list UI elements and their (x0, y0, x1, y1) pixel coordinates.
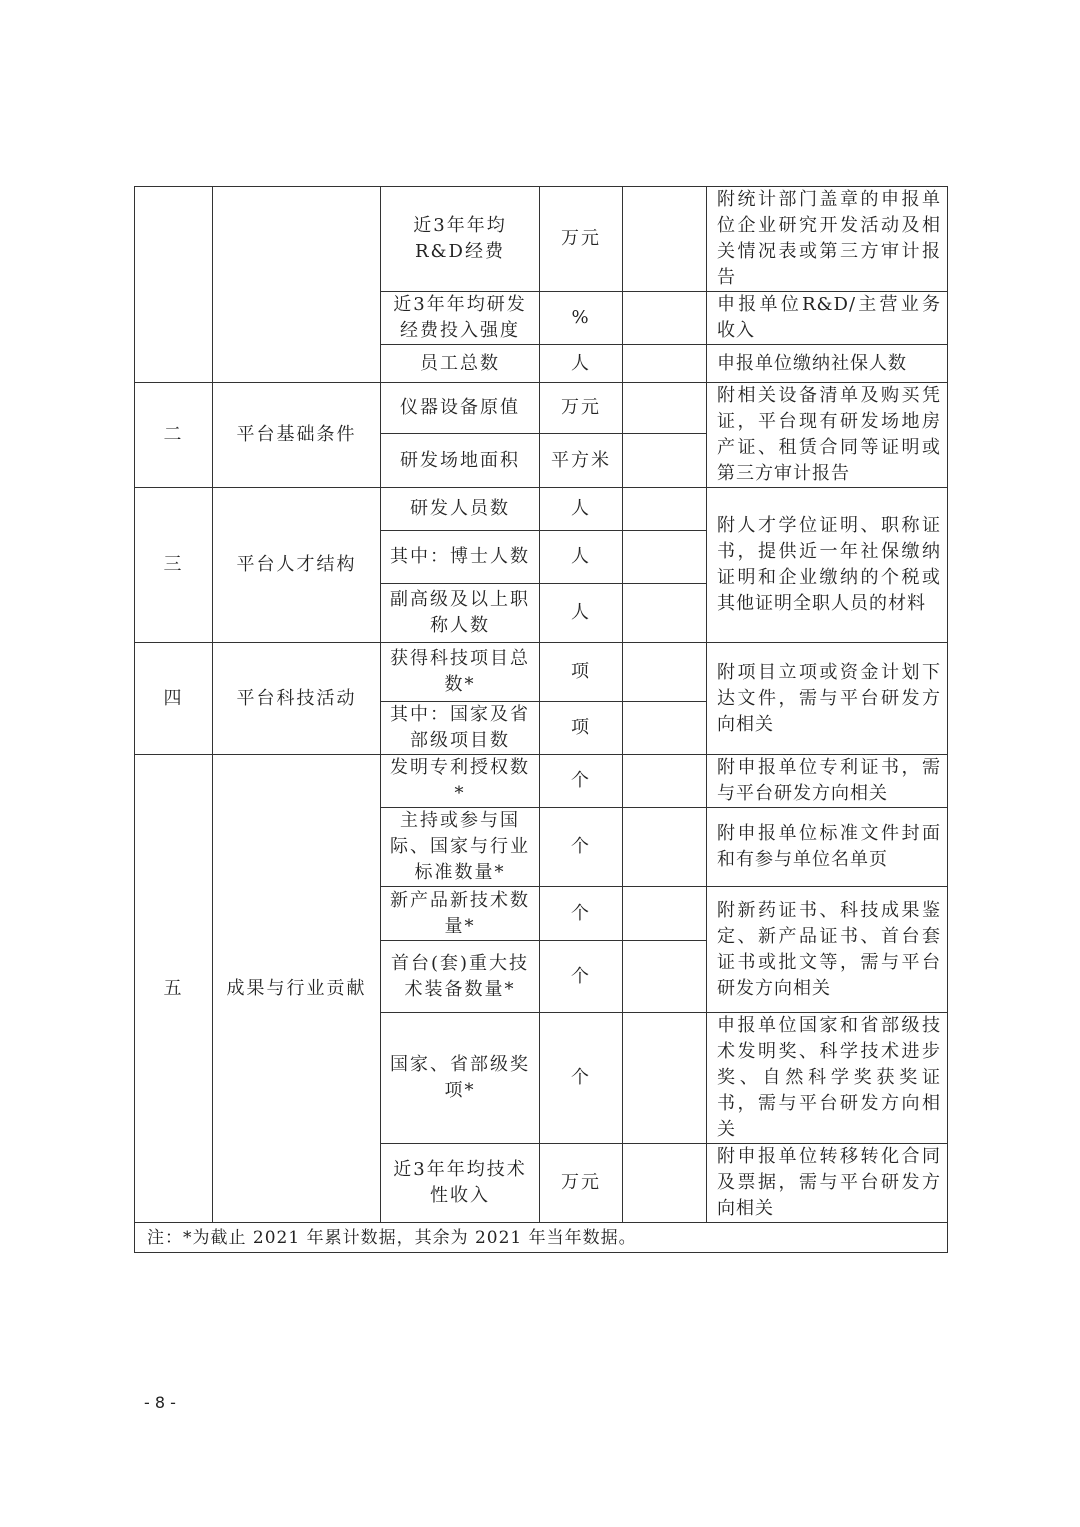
indicator-note: 申报单位国家和省部级技术发明奖、科学技术进步奖、自然科学奖获奖证书，需与平台研发方向相关 (707, 1013, 948, 1144)
indicator-unit: 个 (540, 755, 623, 808)
indicator-name: 副高级及以上职称人数 (381, 584, 540, 643)
table-footnote: 注：*为截止 2021 年累计数据，其余为 2021 年当年数据。 (135, 1223, 948, 1253)
indicator-unit: 个 (540, 887, 623, 941)
indicator-name: 近3年年均技术性收入 (381, 1144, 540, 1223)
indicator-name: 仪器设备原值 (381, 383, 540, 434)
indicator-name: 首台(套)重大技术装备数量* (381, 941, 540, 1013)
indicator-value (623, 808, 707, 887)
indicator-unit: 万元 (540, 1144, 623, 1223)
indicator-unit: 平方米 (540, 434, 623, 488)
indicator-value (623, 643, 707, 702)
indicator-unit: 人 (540, 345, 623, 383)
indicator-name: 新产品新技术数量* (381, 887, 540, 941)
indicator-note: 申报单位缴纳社保人数 (707, 345, 948, 383)
indicator-value (623, 292, 707, 345)
indicator-unit: 个 (540, 941, 623, 1013)
indicator-value (623, 187, 707, 292)
indicator-name: 研发人员数 (381, 488, 540, 531)
indicator-value (623, 755, 707, 808)
indicator-unit: 项 (540, 702, 623, 755)
section-title: 平台人才结构 (213, 488, 381, 643)
indicator-value (623, 434, 707, 488)
indicator-value (623, 702, 707, 755)
indicator-name: 获得科技项目总数* (381, 643, 540, 702)
indicator-unit: 个 (540, 808, 623, 887)
section-number: 二 (135, 383, 213, 488)
indicator-unit: % (540, 292, 623, 345)
indicator-name: 国家、省部级奖项* (381, 1013, 540, 1144)
indicator-note: 附申报单位专利证书，需与平台研发方向相关 (707, 755, 948, 808)
page-number: - 8 - (144, 1393, 176, 1412)
indicator-value (623, 584, 707, 643)
indicator-name: 其中：博士人数 (381, 531, 540, 584)
indicator-name: 其中：国家及省部级项目数 (381, 702, 540, 755)
indicator-note: 附申报单位转移转化合同及票据，需与平台研发方向相关 (707, 1144, 948, 1223)
indicator-unit: 人 (540, 488, 623, 531)
table-row (135, 755, 948, 808)
table-row (135, 1223, 948, 1253)
indicator-unit: 万元 (540, 187, 623, 292)
indicator-value (623, 345, 707, 383)
indicator-value (623, 383, 707, 434)
table-row (135, 643, 948, 702)
table-row (135, 383, 948, 434)
indicator-value (623, 488, 707, 531)
indicator-value (623, 1013, 707, 1144)
indicator-value (623, 941, 707, 1013)
indicator-value (623, 887, 707, 941)
indicator-name: 近3年年均R&D经费 (381, 187, 540, 292)
indicator-note: 附统计部门盖章的申报单位企业研究开发活动及相关情况表或第三方审计报告 (707, 187, 948, 292)
indicator-name: 主持或参与国际、国家与行业标准数量* (381, 808, 540, 887)
indicator-name: 研发场地面积 (381, 434, 540, 488)
table-row (135, 187, 948, 292)
indicator-unit: 万元 (540, 383, 623, 434)
section-title-cell (213, 187, 381, 383)
table-row (135, 488, 948, 531)
indicator-note: 附相关设备清单及购买凭证，平台现有研发场地房产证、租赁合同等证明或第三方审计报告 (707, 383, 948, 488)
section-number: 五 (135, 755, 213, 1223)
section-title: 平台科技活动 (213, 643, 381, 755)
indicator-name: 发明专利授权数* (381, 755, 540, 808)
section-number-cell (135, 187, 213, 383)
indicator-unit: 个 (540, 1013, 623, 1144)
indicator-name: 员工总数 (381, 345, 540, 383)
indicator-note: 附申报单位标准文件封面和有参与单位名单页 (707, 808, 948, 887)
indicator-note: 申报单位R&D/主营业务收入 (707, 292, 948, 345)
indicator-unit: 人 (540, 531, 623, 584)
indicator-table (134, 186, 948, 1253)
indicator-unit: 项 (540, 643, 623, 702)
indicator-unit: 人 (540, 584, 623, 643)
section-title: 平台基础条件 (213, 383, 381, 488)
indicator-name: 近3年年均研发经费投入强度 (381, 292, 540, 345)
indicator-note: 附人才学位证明、职称证书，提供近一年社保缴纳证明和企业缴纳的个税或其他证明全职人员的材料 (707, 488, 948, 643)
section-number: 三 (135, 488, 213, 643)
indicator-note: 附项目立项或资金计划下达文件，需与平台研发方向相关 (707, 643, 948, 755)
indicator-value (623, 531, 707, 584)
indicator-note: 附新药证书、科技成果鉴定、新产品证书、首台套证书或批文等，需与平台研发方向相关 (707, 887, 948, 1013)
indicator-value (623, 1144, 707, 1223)
section-title: 成果与行业贡献 (213, 755, 381, 1223)
section-number: 四 (135, 643, 213, 755)
